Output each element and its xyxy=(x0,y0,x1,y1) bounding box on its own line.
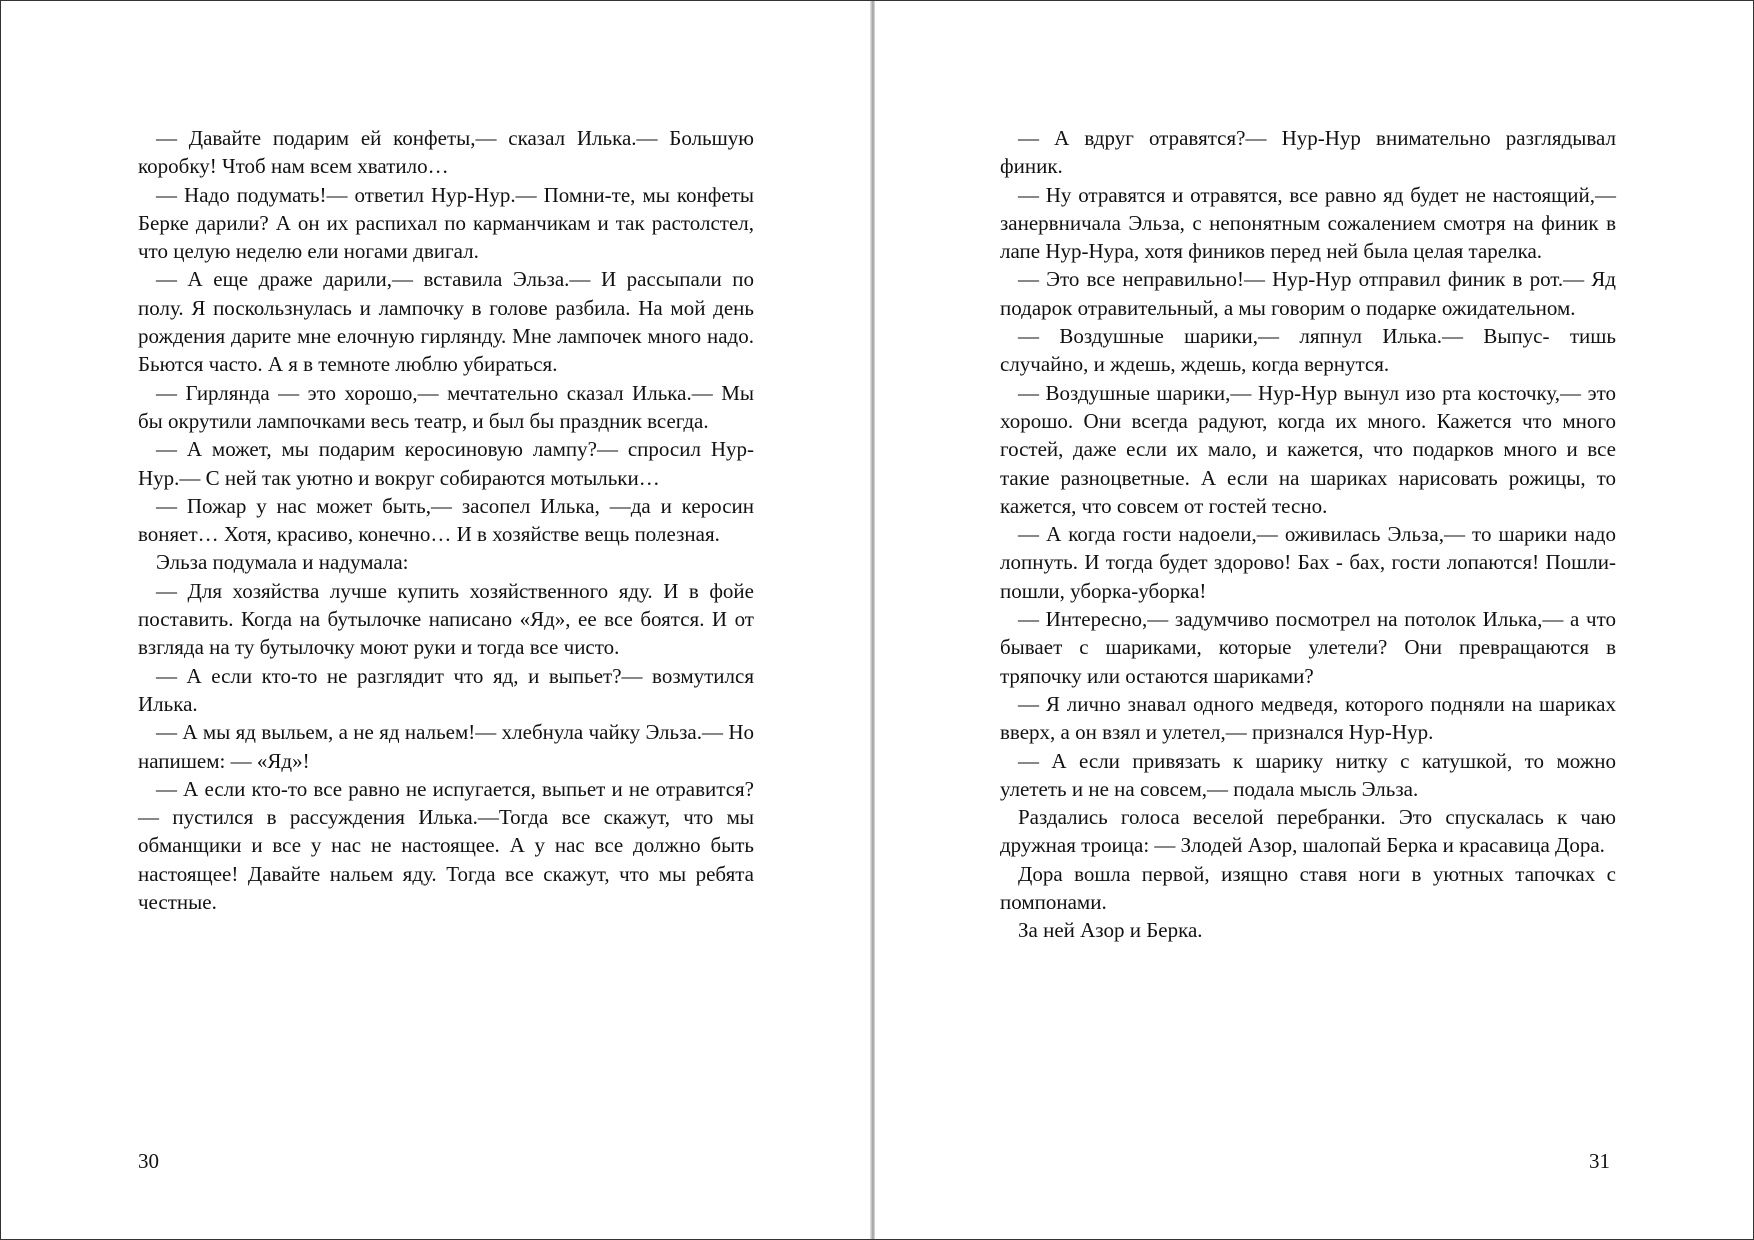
left-page-text xyxy=(138,124,754,916)
paragraph: За ней Азор и Берка. xyxy=(1018,918,1203,943)
paragraph: — А вдруг отравятся?— Нур-Нур внимательно разглядывал финик. xyxy=(1000,126,1616,179)
paragraph: — Интересно,— задумчиво посмотрел на потолок Илька,— а что бывает с шариками, которые улетели? Они превращаются в тряпочку или остаются шариками? xyxy=(1000,607,1616,688)
paragraph: — А мы яд выльем, а не яд нальем!— хлебнула чайку Эльза.— Но напишем: — «Яд»! xyxy=(138,720,754,773)
paragraph: — Воздушные шарики,— Нур-Нур вынул изо рта косточку,— это хорошо. Они всегда радуют, когда их много. Кажется что много гостей, даже если их мало, и кажется, что подарков много и все такие разноцветные. А если на шариках нарисовать рожицы, то кажется, что совсем от гостей тесно. xyxy=(1000,380,1616,518)
paragraph: Дора вошла первой, изящно ставя ноги в уютных тапочках с помпонами. xyxy=(1000,861,1616,915)
paragraph: — Для хозяйства лучше купить хозяйственного яду. И в фойе поставить. Когда на бутылочке написано «Яд», ее все боятся. И от взгляда на ту бутылочку моют руки и тогда все чисто. xyxy=(138,578,754,660)
right-page-text xyxy=(1000,124,1616,945)
paragraph: Раздались голоса веселой перебранки. Это спускалась к чаю дружная троица: — Злодей Азор, шалопай Берка и красавица Дора. xyxy=(1000,805,1616,858)
paragraph: — Воздушные шарики,— ляпнул Илька.— Выпус- тишь случайно, и ждешь, ждешь, когда вернутся. xyxy=(1000,324,1616,377)
paragraph: — Надо подумать!— ответил Нур-Нур.— Помни-те, мы конфеты Берке дарили? А он их распихал по карманчикам и так растолстел, что целую неделю ели ногами двигал. xyxy=(138,182,754,264)
paragraph: — Ну отравятся и отравятся, все равно яд будет не настоящий,— занервничала Эльза, с непонятным сожалением смотря на финик в лапе Нур-Нура, хотя фиников перед ней была целая тарелка. xyxy=(1000,182,1616,264)
paragraph: — Я лично знавал одного медведя, которого подняли на шариках вверх, а он взял и улетел,— признался Нур-Нур. xyxy=(1000,691,1616,745)
left-page xyxy=(1,1,870,1239)
paragraph: — Это все неправильно!— Нур-Нур отправил финик в рот.— Яд подарок отравительный, а мы говорим о подарке ожидательном. xyxy=(1000,267,1616,320)
paragraph: — А еще драже дарили,— вставила Эльза.— И рассыпали по полу. Я поскользнулась и лампочку в голове разбила. На мой день рождения дарите мне елочную гирлянду. Мне лампочек много надо. Бьются часто. А я в темноте люблю убираться. xyxy=(138,267,754,377)
page-number-left: 30 xyxy=(138,1149,159,1173)
paragraph: — А если привязать к шарику нитку с катушкой, то можно улететь и не на совсем,— подала мысль Эльза. xyxy=(1000,748,1616,801)
paragraph: — А может, мы подарим керосиновую лампу?— спросил Нур-Нур.— С ней так уютно и вокруг собираются мотыльки… xyxy=(138,437,754,490)
paragraph: — А когда гости надоели,— оживилась Эльза,— то шарики надо лопнуть. И тогда будет здорово! Бах - бах, гости лопаются! Пошли-пошли, уборка-уборка! xyxy=(1000,522,1616,603)
paragraph: — Пожар у нас может быть,— засопел Илька, —да и керосин воняет… Хотя, красиво, конечно… И в хозяйстве вещь полезная. xyxy=(138,493,754,547)
paragraph: Эльза подумала и надумала: xyxy=(156,550,409,575)
paragraph: — А если кто-то не разглядит что яд, и выпьет?— возмутился Илька. xyxy=(138,663,754,716)
page-number-right: 31 xyxy=(1589,1149,1610,1173)
paragraph: — Давайте подарим ей конфеты,— сказал Илька.— Большую коробку! Чтоб нам всем хватило… xyxy=(138,126,754,179)
paragraph: — Гирлянда — это хорошо,— мечтательно сказал Илька.— Мы бы окрутили лампочками весь театр, и был бы праздник всегда. xyxy=(138,380,754,433)
right-page xyxy=(875,1,1753,1239)
paragraph: — А если кто-то все равно не испугается, выпьет и не отравится?— пустился в рассуждения Илька.—Тогда все скажут, что мы обманщики и все у нас не настоящее. А у нас все должно быть настоящее! Давайте нальем яду. Тогда все скажут, что мы ребята честные. xyxy=(138,776,754,915)
